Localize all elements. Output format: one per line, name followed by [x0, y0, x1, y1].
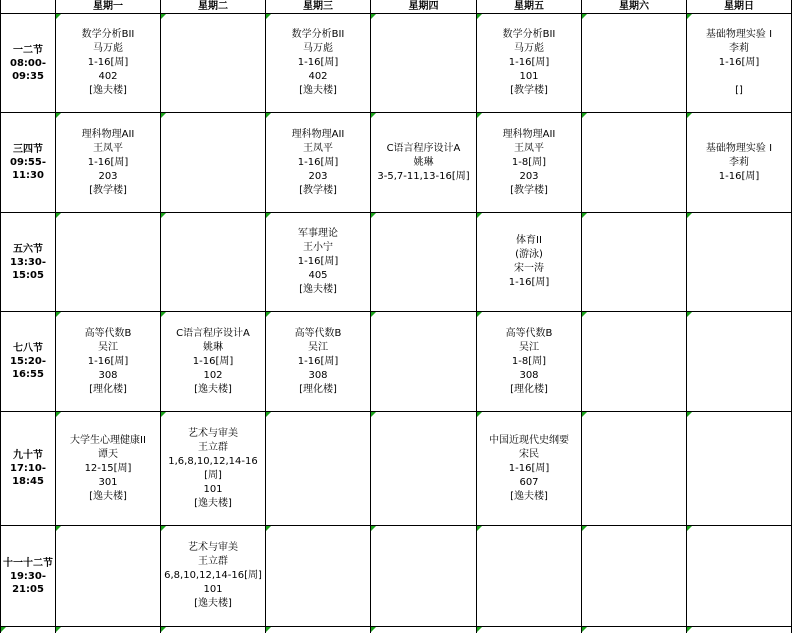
period-label-1 [0, 14, 56, 113]
course-line: 马万彪 [514, 43, 544, 54]
course-line: 1-16[周] [508, 462, 550, 474]
course-line: [] [735, 85, 743, 96]
course-line: 数学分析BII [291, 29, 345, 40]
bottom-strip-cell [266, 627, 371, 633]
course-cell-wednesday-p4[interactable] [266, 312, 371, 412]
course-line: [逸夫楼] [510, 490, 548, 502]
period-end: 15:05 [12, 269, 44, 281]
course-line: [逸夫楼] [194, 497, 232, 509]
course-line: 1,6,8,10,12,14-16 [168, 455, 258, 467]
course-line: 1-16[周] [87, 57, 129, 68]
course-cell-saturday-p5 [582, 412, 687, 526]
course-cell-thursday-p5 [371, 412, 477, 526]
course-line: 数学分析BII [502, 29, 556, 40]
bottom-strip-cell [0, 627, 56, 633]
course-cell-tuesday-p4[interactable] [161, 312, 266, 412]
course-line: 艺术与审美 [188, 427, 238, 439]
course-cell-sunday-p4 [687, 312, 792, 412]
course-cell-wednesday-p5 [266, 412, 371, 526]
header-monday: 星期一 [56, 0, 161, 14]
course-cell-friday-p5[interactable] [477, 412, 582, 526]
course-cell-friday-p3[interactable] [477, 213, 582, 312]
period-label-4 [0, 312, 56, 412]
course-line: 1-16[周] [192, 355, 234, 367]
period-end: 16:55 [12, 369, 44, 380]
period-end: 18:45 [12, 476, 44, 487]
course-line: [逸夫楼] [299, 85, 337, 96]
course-line: [逸夫楼] [89, 85, 127, 96]
course-line: [逸夫楼] [89, 490, 127, 502]
course-cell-monday-p4[interactable] [56, 312, 161, 412]
course-line: 姚琳 [413, 156, 434, 168]
course-cell-thursday-p3 [371, 213, 477, 312]
bottom-strip-cell [687, 627, 792, 633]
course-line: 1-16[周] [87, 355, 129, 367]
period-start: 08:00- [10, 57, 46, 69]
period-start: 19:30- [10, 570, 46, 582]
course-cell-sunday-p2[interactable] [687, 113, 792, 213]
period-name: 十一十二节 [3, 557, 53, 569]
header-saturday: 星期六 [582, 0, 687, 14]
course-line: 102 [203, 369, 223, 381]
course-line: (游泳) [515, 249, 543, 260]
course-line: 艺术与审美 [188, 542, 238, 553]
course-line: 中国近现代史纲要 [489, 434, 569, 446]
course-line: 1-16[周] [297, 156, 339, 168]
bottom-strip-cell [56, 627, 161, 633]
course-cell-friday-p6 [477, 526, 582, 627]
course-line: 1-16[周] [718, 57, 760, 68]
course-line: 607 [519, 476, 539, 488]
period-label-2 [0, 113, 56, 213]
course-line: 吴江 [98, 341, 118, 353]
course-line: C语言程序设计A [386, 142, 461, 154]
course-line: [逸夫楼] [194, 383, 232, 395]
course-line: 吴江 [308, 341, 328, 353]
course-line: 402 [98, 71, 118, 82]
period-label-5 [0, 412, 56, 526]
course-line: [逸夫楼] [299, 284, 337, 295]
course-line: 3-5,7-11,13-16[周] [377, 170, 470, 182]
course-cell-thursday-p6 [371, 526, 477, 627]
course-cell-tuesday-p2 [161, 113, 266, 213]
course-cell-friday-p1[interactable] [477, 14, 582, 113]
course-line: 101 [203, 483, 223, 495]
course-line: 王小宁 [303, 242, 333, 253]
course-line: 高等代数B [84, 327, 132, 339]
course-line: 203 [98, 170, 118, 182]
course-line: 1-16[周] [508, 57, 550, 68]
course-line: 402 [308, 71, 328, 82]
course-line: 高等代数B [294, 327, 342, 339]
course-line: [教学楼] [510, 184, 548, 196]
course-line: 基础物理实验 I [705, 29, 773, 40]
course-line: 李莉 [729, 156, 749, 168]
course-line: 理科物理AII [81, 128, 135, 140]
course-cell-thursday-p1 [371, 14, 477, 113]
course-line: C语言程序设计A [176, 327, 250, 339]
course-cell-wednesday-p3[interactable] [266, 213, 371, 312]
course-line: 203 [308, 170, 328, 182]
course-line: 405 [308, 270, 328, 281]
period-end: 21:05 [12, 583, 44, 595]
course-cell-monday-p6 [56, 526, 161, 627]
period-name: 五六节 [13, 243, 43, 255]
header-wednesday: 星期三 [266, 0, 371, 14]
course-line: 308 [308, 369, 328, 381]
course-line: 1-16[周] [297, 256, 339, 267]
course-cell-wednesday-p6 [266, 526, 371, 627]
course-cell-sunday-p3 [687, 213, 792, 312]
course-line: 王凤平 [93, 142, 123, 154]
course-line: [周] [204, 469, 222, 481]
corner-cell [0, 0, 56, 14]
bottom-strip-cell [161, 627, 266, 633]
course-line: 1-16[周] [508, 277, 550, 288]
period-end: 09:35 [12, 70, 44, 82]
course-line: 308 [519, 369, 539, 381]
course-cell-thursday-p4 [371, 312, 477, 412]
course-cell-sunday-p1[interactable] [687, 14, 792, 113]
course-line: 体育II [516, 235, 542, 246]
course-line: 李莉 [729, 43, 749, 54]
period-end: 11:30 [12, 170, 44, 181]
course-line: 1-16[周] [297, 355, 339, 367]
period-name: 三四节 [13, 144, 43, 155]
course-line: 1-16[周] [87, 156, 129, 168]
course-line: 宋一涛 [514, 263, 544, 274]
course-cell-monday-p5[interactable] [56, 412, 161, 526]
course-cell-sunday-p5 [687, 412, 792, 526]
period-name: 一二节 [13, 44, 43, 56]
course-cell-thursday-p2[interactable] [371, 113, 477, 213]
course-cell-monday-p2[interactable] [56, 113, 161, 213]
course-line: 1-8[周] [511, 156, 547, 168]
course-line: [逸夫楼] [194, 598, 232, 609]
course-line: 1-8[周] [511, 355, 547, 367]
course-cell-saturday-p4 [582, 312, 687, 412]
header-sunday: 星期日 [687, 0, 792, 14]
course-line [737, 70, 740, 84]
course-line: 101 [519, 71, 539, 82]
course-cell-friday-p4[interactable] [477, 312, 582, 412]
course-line: 谭天 [98, 448, 118, 460]
header-friday: 星期五 [477, 0, 582, 14]
course-line: 12-15[周] [84, 462, 132, 474]
course-line: 1-16[周] [718, 170, 760, 182]
course-line: 308 [98, 369, 118, 381]
period-start: 15:20- [10, 356, 46, 367]
course-line: 王凤平 [514, 142, 544, 154]
course-line: 姚琳 [203, 341, 223, 353]
course-cell-tuesday-p6[interactable] [161, 526, 266, 627]
period-label-6 [0, 526, 56, 627]
course-line: 6,8,10,12,14-16[周] [164, 570, 262, 581]
course-line: 吴江 [519, 341, 539, 353]
course-cell-friday-p2[interactable] [477, 113, 582, 213]
period-start: 17:10- [10, 463, 46, 474]
course-line: 理科物理AII [291, 128, 345, 140]
course-cell-monday-p1[interactable] [56, 14, 161, 113]
course-line: [理化楼] [89, 383, 127, 395]
course-line: 军事理论 [298, 228, 338, 239]
header-tuesday: 星期二 [161, 0, 266, 14]
course-line: [教学楼] [89, 184, 127, 196]
course-line: [理化楼] [299, 383, 337, 395]
course-line: 203 [519, 170, 539, 182]
course-cell-monday-p3 [56, 213, 161, 312]
course-cell-tuesday-p5[interactable] [161, 412, 266, 526]
course-line: [教学楼] [299, 184, 337, 196]
course-line: 高等代数B [505, 327, 553, 339]
course-line: 王凤平 [303, 142, 333, 154]
course-cell-tuesday-p1 [161, 14, 266, 113]
course-line: 宋民 [519, 448, 539, 460]
period-name: 七八节 [13, 343, 43, 354]
course-cell-tuesday-p3 [161, 213, 266, 312]
course-line: 马万彪 [303, 43, 333, 54]
course-line: [教学楼] [510, 85, 548, 96]
course-line: 王立群 [198, 441, 228, 453]
course-line: 大学生心理健康II [70, 434, 146, 446]
period-start: 13:30- [10, 256, 46, 268]
course-line: 马万彪 [93, 43, 123, 54]
course-cell-saturday-p2 [582, 113, 687, 213]
course-line: 王立群 [198, 556, 228, 567]
course-line: [理化楼] [510, 383, 548, 395]
course-cell-wednesday-p2[interactable] [266, 113, 371, 213]
period-name: 九十节 [13, 450, 43, 461]
course-line: 理科物理AII [502, 128, 556, 140]
bottom-strip-cell [477, 627, 582, 633]
course-cell-sunday-p6 [687, 526, 792, 627]
course-cell-saturday-p1 [582, 14, 687, 113]
period-label-3 [0, 213, 56, 312]
course-line: 301 [98, 476, 118, 488]
course-line: 1-16[周] [297, 57, 339, 68]
course-line: 数学分析BII [81, 29, 135, 40]
bottom-strip-cell [371, 627, 477, 633]
course-cell-wednesday-p1[interactable] [266, 14, 371, 113]
bottom-strip-cell [582, 627, 687, 633]
course-cell-saturday-p6 [582, 526, 687, 627]
course-line: 基础物理实验 I [705, 142, 773, 154]
header-thursday: 星期四 [371, 0, 477, 14]
course-cell-saturday-p3 [582, 213, 687, 312]
period-start: 09:55- [10, 157, 46, 168]
course-line: 101 [203, 584, 223, 595]
